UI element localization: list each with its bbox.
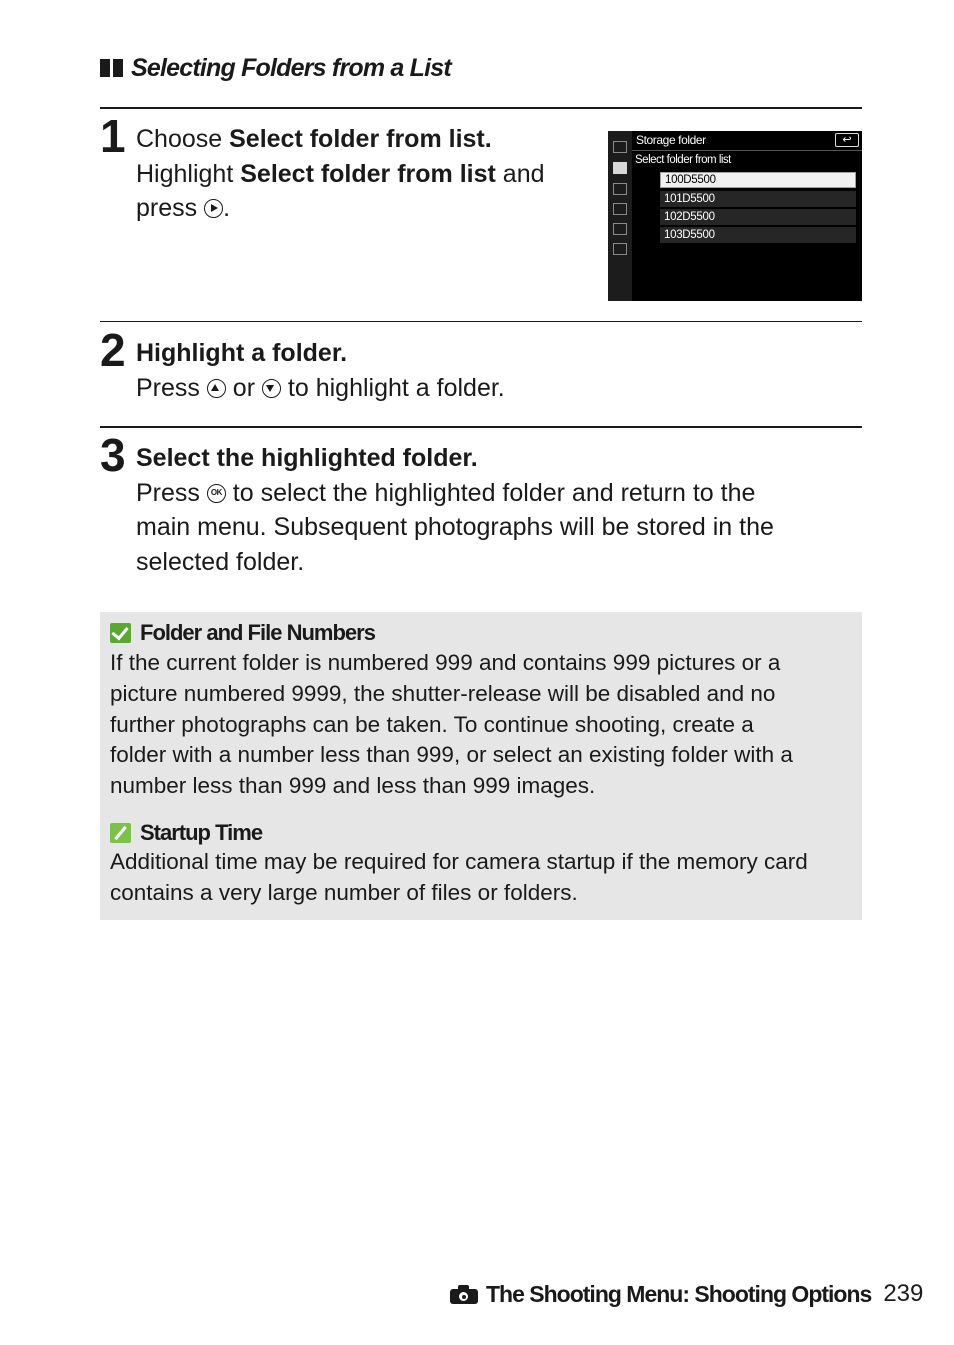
step-3-body: Select the highlighted folder. Press OK to select the highlighted folder and return to the main menu. Subsequent photographs will be stored in the selected folder. [136,444,774,576]
screen-title: Storage folder [636,133,706,147]
folder-item-selected: 100D5500 [660,172,856,188]
shooting-tab-icon [613,162,627,174]
menu-tabs [608,131,632,301]
note-title: Startup Time [140,820,263,845]
step-2-body: Highlight a folder. Press or to highlight a folder. [136,339,505,402]
step-1-body: Choose Select folder from list. Highlight Select folder from list and press . [136,125,545,222]
note-text: Additional time may be required for camera startup if the memory card contains a very large number of files or folders. [110,849,808,905]
notes-box [100,612,862,920]
section-heading [100,48,451,88]
step-divider [100,107,862,109]
retouch-tab-icon [613,223,627,235]
step-number: 2 [100,324,124,376]
step-divider [100,321,862,322]
screen-subtitle: Select folder from list [635,154,731,166]
setup-tab-icon [613,203,627,215]
custom-settings-tab-icon [613,183,627,195]
step-3-title: Select the highlighted folder. [136,444,478,472]
heading-marker-icon [100,59,110,77]
page-footer [450,1276,923,1312]
note-heading [110,820,262,846]
note-title: Folder and File Numbers [140,620,375,645]
step-divider [100,426,862,428]
pencil-icon [110,823,131,843]
recent-settings-tab-icon [613,243,627,255]
camera-icon [450,1284,478,1304]
playback-tab-icon [613,141,627,153]
note-text: If the current folder is numbered 999 and contains 999 pictures or a picture numbered 9999, the shutter-release will be disabled and no further photographs can be taken. To continue shooting, create a folder with a number less than 999, or select an existing folder with a number less than 999 and less than 999 images. [110,650,793,799]
camera-menu-screen [608,131,862,301]
note-heading [110,620,375,646]
multi-selector-right-icon [204,199,223,218]
check-icon [110,623,131,643]
step-number: 3 [100,429,124,481]
folder-item: 101D5500 [660,191,856,207]
folder-item: 103D5500 [660,227,856,243]
back-icon: ↩ [835,133,859,147]
multi-selector-down-icon [262,379,281,398]
folder-item: 102D5500 [660,209,856,225]
section-title: Selecting Folders from a List [131,53,451,82]
page-number: 239 [883,1280,924,1307]
step-2-title: Highlight a folder. [136,339,348,367]
step-number: 1 [100,110,124,162]
multi-selector-up-icon [207,379,226,398]
ok-button-icon: OK [207,484,226,503]
footer-chapter-title: The Shooting Menu: Shooting Options [486,1280,872,1307]
step-1-title: Select folder from list. [229,125,492,153]
